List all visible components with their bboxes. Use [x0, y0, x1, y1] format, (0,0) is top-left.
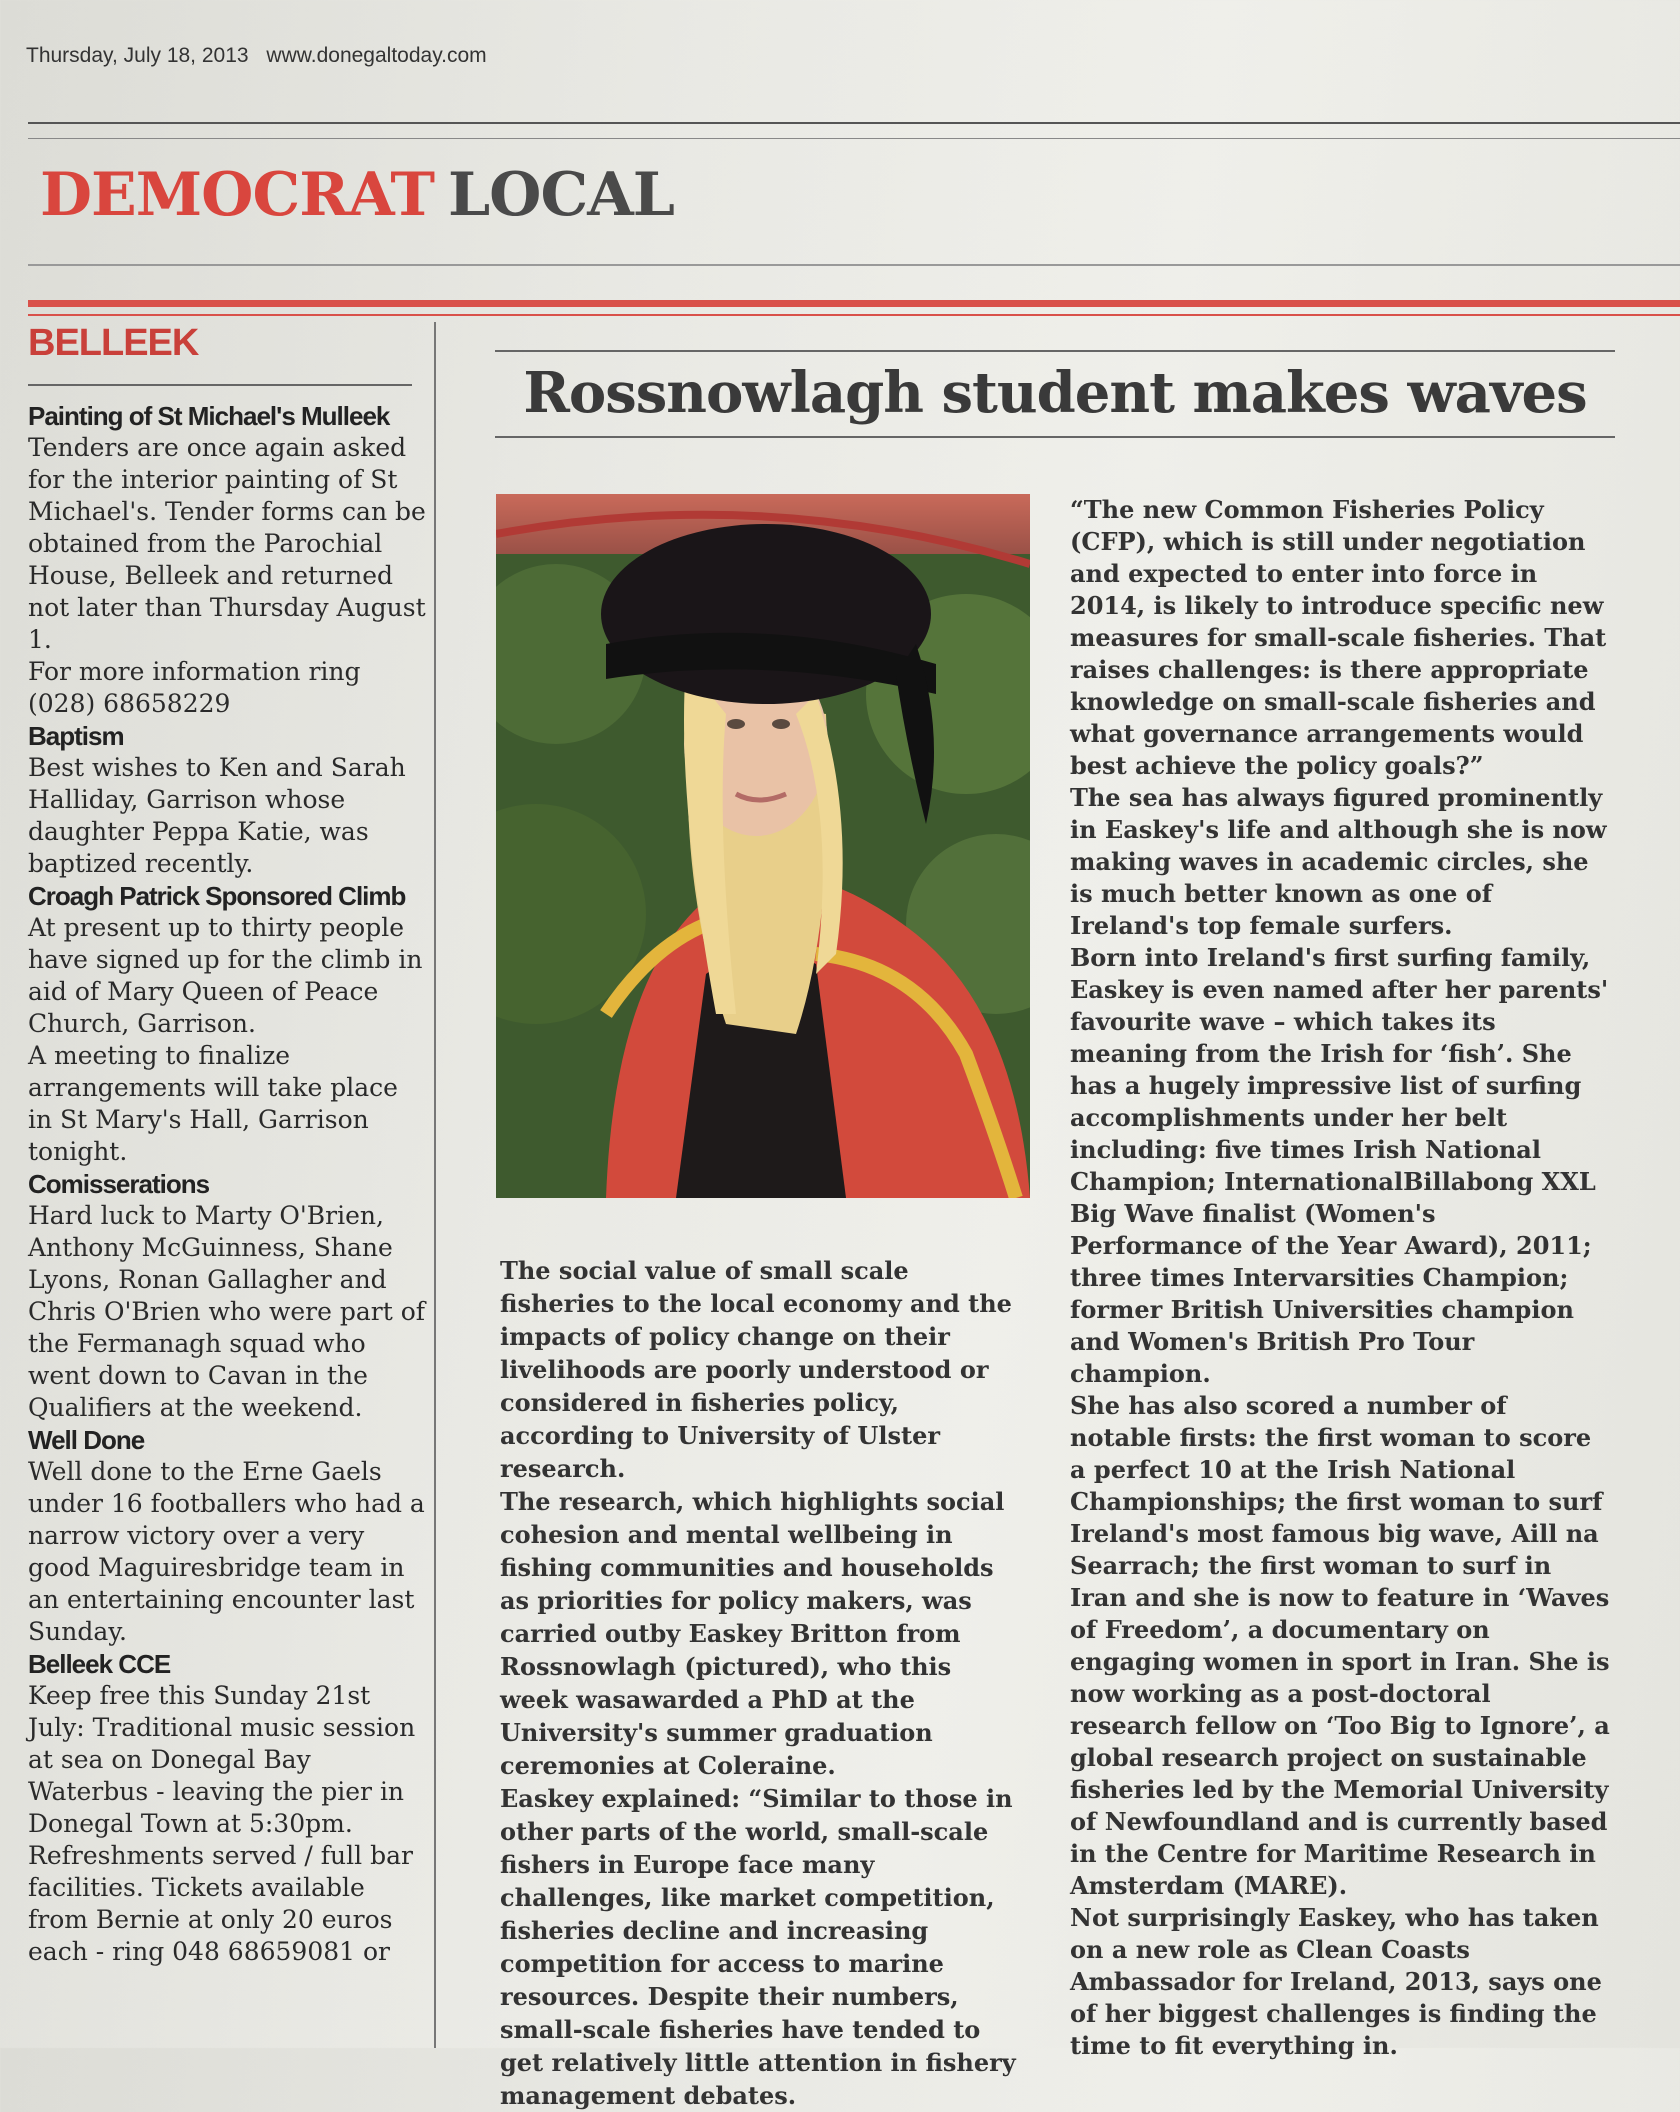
masthead-rule — [28, 264, 1680, 266]
note-body: Hard luck to Marty O'Brien, Anthony McGuinness, Shane Lyons, Ronan Gallagher and Chris O'Brien who were part of the Fermanagh squad who went down to Cavan in the Qualifiers at the weekend. — [28, 1201, 426, 1422]
article-paragraph: “The new Common Fisheries Policy (CFP), which is still under negotiation and expected to enter into force in 2014, is likely to introduce specific new measures for small-scale fisheries. That raises challenges: is there appropriate knowledge on small-scale fisheries and what governance arrangements would best achieve the policy goals?” — [1070, 495, 1607, 780]
article-headline: Rossnowlagh student makes waves — [523, 360, 1587, 426]
note-body: A meeting to finalize arrangements will take place in St Mary's Hall, Garrison tonight. — [28, 1041, 398, 1166]
note-body: Best wishes to Ken and Sarah Halliday, Garrison whose daughter Peppa Katie, was baptized recently. — [28, 753, 406, 878]
masthead-democrat: DEMOCRAT — [40, 160, 434, 230]
article-paragraph: Born into Ireland's first surfing family, Easkey is even named after her parents' favourite wave – which takes its meaning from the Irish for ‘fish’. She has a hugely impressive list of surfing accomplishments under her belt including: five times Irish National Champion; InternationalBillabong XXL Big Wave finalist (Women's Performance of the Year Award), 2011; three times Intervarsities Champion; former British Universities champion and Women's British Pro Tour champion. — [1070, 943, 1609, 1388]
belleek-notes — [28, 400, 428, 1968]
masthead-local: LOCAL — [447, 160, 674, 230]
website: www.donegaltoday.com — [266, 44, 487, 67]
note-body: Tenders are once again asked for the interior painting of St Michael's. Tender forms can be obtained from the Parochial House, Belleek and returned not later than Thursday August 1. — [28, 433, 426, 654]
article-paragraph: Not surprisingly Easkey, who has taken on a new role as Clean Coasts Ambassador for Ireland, 2013, says one of her biggest challenges is finding the time to fit everything in. — [1070, 1903, 1602, 2060]
red-divider-thin — [28, 314, 1680, 316]
headline-rule-top — [495, 350, 1615, 352]
article-paragraph: The sea has always figured prominently in Easkey's life and although she is now making waves in academic circles, she is much better known as one of Ireland's top female surfers. — [1070, 783, 1607, 940]
note-body: For more information ring (028) 68658229 — [28, 657, 361, 718]
note-heading: Well Done — [28, 1425, 145, 1455]
article-paragraph: The social value of small scale fisheries to the local economy and the impacts of policy change on their livelihoods are poorly understood or considered in fisheries policy, according to University of Ulster research. — [500, 1256, 1012, 1483]
note-heading: Baptism — [28, 721, 124, 751]
note-heading: Comisserations — [28, 1169, 210, 1199]
article-paragraph: She has also scored a number of notable firsts: the first woman to score a perfect 10 at the Irish National Championships; the first woman to surf Ireland's most famous big wave, Aill na Searrach; the first woman to surf in Iran and she is now to feature in ‘Waves of Freedom’, a documentary on engaging women in sport in Iran. She is now working as a post-doctoral research fellow on ‘Too Big to Ignore’, a global research project on sustainable fisheries led by the Memorial University of Newfoundland and is currently based in the Centre for Maritime Research in Amsterdam (MARE). — [1070, 1391, 1610, 1900]
note-body: Well done to the Erne Gaels under 16 footballers who had a narrow victory over a very good Maguiresbridge team in an entertaining encounter last Sunday. — [28, 1457, 425, 1646]
article-photo — [496, 494, 1030, 1198]
article-paragraph: Easkey explained: “Similar to those in other parts of the world, small-scale fishers in Europe face many challenges, like market competition, fisheries decline and increasing competition for access to marine resources. Despite their numbers, small-scale fisheries have tended to get relatively little attention in fishery management debates. — [500, 1784, 1016, 2110]
note-heading: Painting of St Michael's Mulleek — [28, 401, 390, 431]
top-rule — [28, 122, 1680, 124]
red-divider — [28, 300, 1680, 307]
column-separator — [434, 322, 436, 2048]
note-body: Keep free this Sunday 21st July: Traditional music session at sea on Donegal Bay Waterbus - leaving the pier in Donegal Town at 5:30pm. Refreshments served / full bar facilities. Tickets available from Bernie at only 20 euros each - ring 048 68659081 or — [28, 1681, 416, 1966]
article-paragraph: The research, which highlights social cohesion and mental wellbeing in fishing communities and households as priorities for policy makers, was carried outby Easkey Britton from Rossnowlagh (pictured), who this week wasawarded a PhD at the University's summer graduation ceremonies at Coleraine. — [500, 1487, 1005, 1780]
headline-rule-bottom — [495, 436, 1615, 438]
article-column-right — [1070, 494, 1610, 2062]
note-heading: Croagh Patrick Sponsored Climb — [28, 881, 406, 911]
section-rule — [28, 384, 412, 386]
top-rule-thin — [28, 138, 1680, 139]
article-column-middle — [500, 1254, 1020, 2112]
dateline — [26, 44, 499, 68]
note-body: At present up to thirty people have signed up for the climb in aid of Mary Queen of Peace Church, Garrison. — [28, 913, 423, 1038]
note-heading: Belleek CCE — [28, 1649, 171, 1679]
issue-date: Thursday, July 18, 2013 — [26, 44, 249, 67]
section-title-belleek: BELLEEK — [28, 322, 199, 364]
masthead — [40, 160, 674, 230]
